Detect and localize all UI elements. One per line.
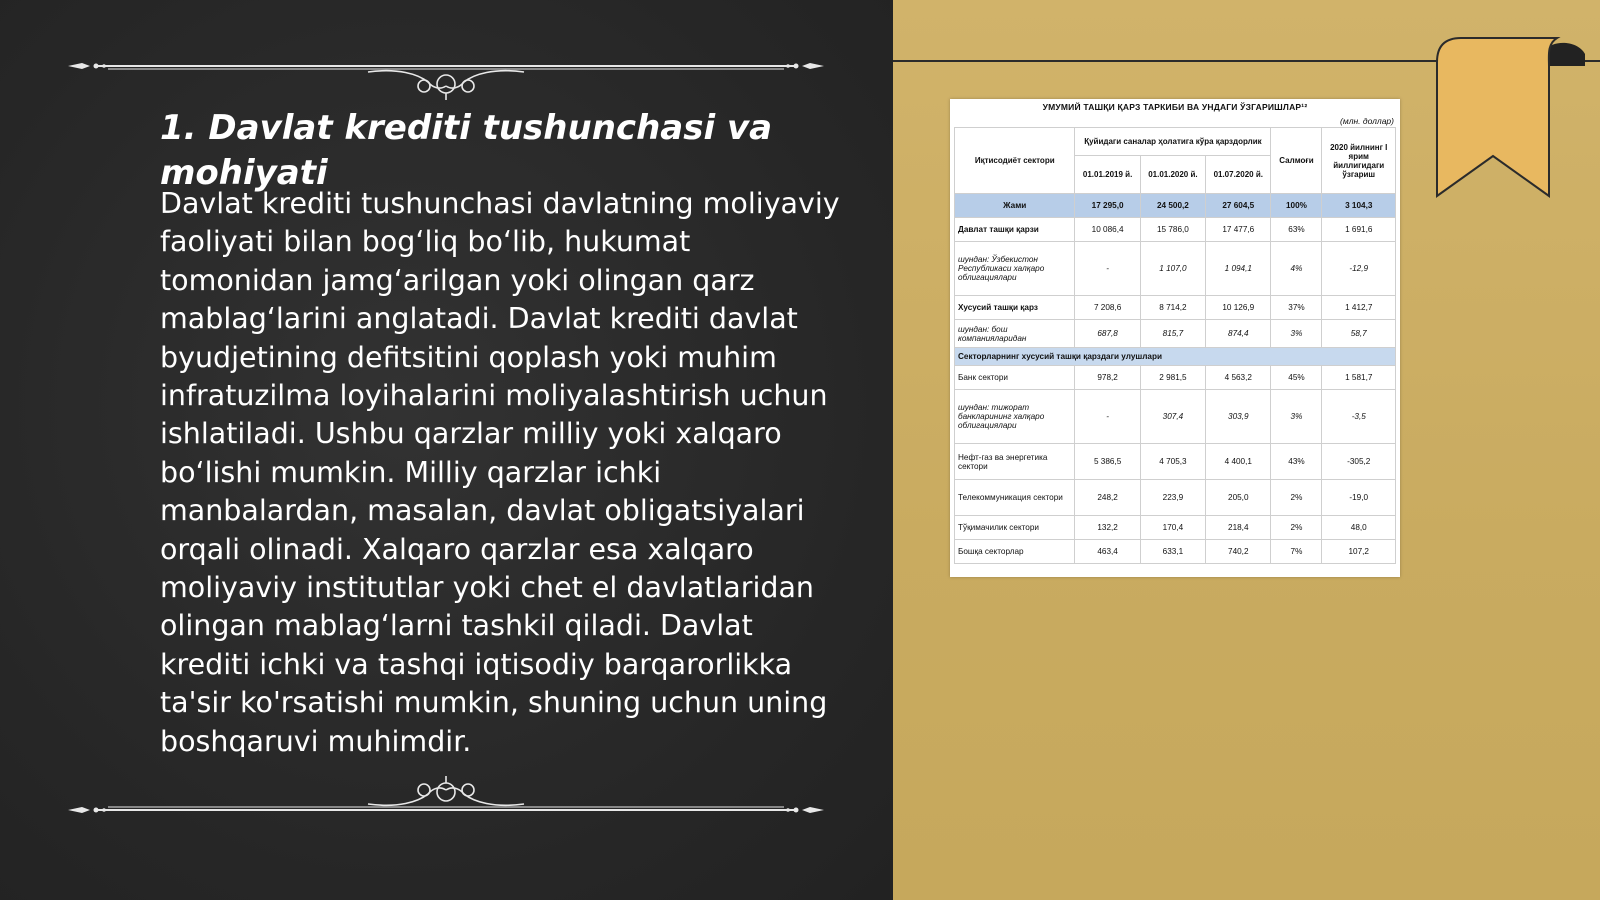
cell: 27 604,5 — [1206, 194, 1271, 218]
header-date: 01.07.2020 й. — [1206, 156, 1271, 194]
bookmark-ribbon-icon — [1435, 36, 1585, 201]
cell: 1 094,1 — [1206, 242, 1271, 296]
table-row — [955, 444, 1396, 480]
cell: 17 477,6 — [1206, 218, 1271, 242]
cell: 3% — [1271, 390, 1322, 444]
table-row — [955, 540, 1396, 564]
flourish-divider-icon — [68, 60, 824, 100]
debt-table-image — [950, 99, 1400, 577]
header-share: Салмоғи — [1271, 128, 1322, 194]
header-date: 01.01.2020 й. — [1140, 156, 1205, 194]
flourish-divider-icon — [68, 776, 824, 816]
cell: - — [1075, 242, 1140, 296]
cell: 63% — [1271, 218, 1322, 242]
cell: 3 104,3 — [1322, 194, 1396, 218]
cell: 107,2 — [1322, 540, 1396, 564]
row-label: Жами — [955, 194, 1075, 218]
table-row — [955, 218, 1396, 242]
cell: 132,2 — [1075, 516, 1140, 540]
row-label: шундан: бош компанияларидан — [955, 320, 1075, 348]
cell: 4 563,2 — [1206, 366, 1271, 390]
table-row — [955, 194, 1396, 218]
cell: -12,9 — [1322, 242, 1396, 296]
cell: 2% — [1271, 480, 1322, 516]
cell: 5 386,5 — [1075, 444, 1140, 480]
cell: 37% — [1271, 296, 1322, 320]
cell: 307,4 — [1140, 390, 1205, 444]
cell: 8 714,2 — [1140, 296, 1205, 320]
row-label: Давлат ташқи қарзи — [955, 218, 1075, 242]
row-label: шундан: тижорат банкларининг халқаро облигациялари — [955, 390, 1075, 444]
cell: 100% — [1271, 194, 1322, 218]
cell: -3,5 — [1322, 390, 1396, 444]
cell: 7 208,6 — [1075, 296, 1140, 320]
table-unit: (млн. доллар) — [1340, 116, 1394, 126]
row-label: Телекоммуникация сектори — [955, 480, 1075, 516]
cell: 58,7 — [1322, 320, 1396, 348]
table-row — [955, 390, 1396, 444]
header-date-group: Қуйидаги саналар ҳолатига кўра қарздорлик — [1075, 128, 1271, 156]
cell: 205,0 — [1206, 480, 1271, 516]
cell: 170,4 — [1140, 516, 1205, 540]
cell: 874,4 — [1206, 320, 1271, 348]
section-label: Секторларнинг хусусий ташқи қарздаги улушлари — [955, 348, 1396, 366]
cell: 2 981,5 — [1140, 366, 1205, 390]
table-row — [955, 320, 1396, 348]
cell: 48,0 — [1322, 516, 1396, 540]
cell: 4 400,1 — [1206, 444, 1271, 480]
cell: 43% — [1271, 444, 1322, 480]
cell: 1 581,7 — [1322, 366, 1396, 390]
cell: - — [1075, 390, 1140, 444]
cell: 248,2 — [1075, 480, 1140, 516]
cell: 978,2 — [1075, 366, 1140, 390]
header-sector: Иқтисодиёт сектори — [955, 128, 1075, 194]
cell: 7% — [1271, 540, 1322, 564]
cell: 633,1 — [1140, 540, 1205, 564]
debt-table — [954, 127, 1396, 564]
slide-body-text: Davlat krediti tushunchasi davlatning moliyaviy faoliyati bilan bog‘liq bo‘lib, hukumat tomonidan jamg‘arilgan yoki olingan qarz mablag‘larini anglatadi. Davlat krediti davlat byudjetining defitsitini qoplash yoki muhim infratuzilma loyihalarini moliyalashtirish uchun ishlatiladi. Ushbu qarzlar milliy yoki xalqaro bo‘lishi mumkin. Milliy qarzlar ichki manbalardan, masalan, davlat obligatsiyalari orqali olinadi. Xalqaro qarzlar esa xalqaro moliyaviy institutlar yoki chet el davlatlaridan olingan mablag‘larni tashkil qiladi. Davlat krediti ichki va tashqi iqtisodiy barqarorlikka ta'sir ko'rsatishi mumkin, shuning uchun uning boshqaruvi muhimdir. — [160, 187, 840, 758]
row-label: Бошқа секторлар — [955, 540, 1075, 564]
cell: 4% — [1271, 242, 1322, 296]
table-row — [955, 480, 1396, 516]
cell: 223,9 — [1140, 480, 1205, 516]
row-label: шундан: Ўзбекистон Республикаси халқаро облигациялари — [955, 242, 1075, 296]
cell: 17 295,0 — [1075, 194, 1140, 218]
table-row — [955, 242, 1396, 296]
row-label: Тўқимачилик сектори — [955, 516, 1075, 540]
table-title: УМУМИЙ ТАШҚИ ҚАРЗ ТАРКИБИ ВА УНДАГИ ЎЗГАРИШЛАР¹² — [1042, 102, 1308, 112]
table-row — [955, 366, 1396, 390]
cell: 45% — [1271, 366, 1322, 390]
cell: -305,2 — [1322, 444, 1396, 480]
cell: 303,9 — [1206, 390, 1271, 444]
header-change: 2020 йилнинг I ярим йиллигидаги ўзгариш — [1322, 128, 1396, 194]
cell: 4 705,3 — [1140, 444, 1205, 480]
cell: 1 691,6 — [1322, 218, 1396, 242]
table-row — [955, 296, 1396, 320]
cell: 1 107,0 — [1140, 242, 1205, 296]
cell: 1 412,7 — [1322, 296, 1396, 320]
table-section-row — [955, 348, 1396, 366]
cell: 687,8 — [1075, 320, 1140, 348]
cell: -19,0 — [1322, 480, 1396, 516]
cell: 24 500,2 — [1140, 194, 1205, 218]
row-label: Нефт-газ ва энергетика сектори — [955, 444, 1075, 480]
row-label: Банк сектори — [955, 366, 1075, 390]
cell: 2% — [1271, 516, 1322, 540]
cell: 218,4 — [1206, 516, 1271, 540]
row-label: Хусусий ташқи қарз — [955, 296, 1075, 320]
cell: 10 086,4 — [1075, 218, 1140, 242]
table-row — [955, 516, 1396, 540]
cell: 3% — [1271, 320, 1322, 348]
cell: 10 126,9 — [1206, 296, 1271, 320]
cell: 740,2 — [1206, 540, 1271, 564]
slide-title: 1. Davlat krediti tushunchasi va mohiyati — [160, 108, 773, 193]
cell: 15 786,0 — [1140, 218, 1205, 242]
header-date: 01.01.2019 й. — [1075, 156, 1140, 194]
cell: 815,7 — [1140, 320, 1205, 348]
cell: 463,4 — [1075, 540, 1140, 564]
